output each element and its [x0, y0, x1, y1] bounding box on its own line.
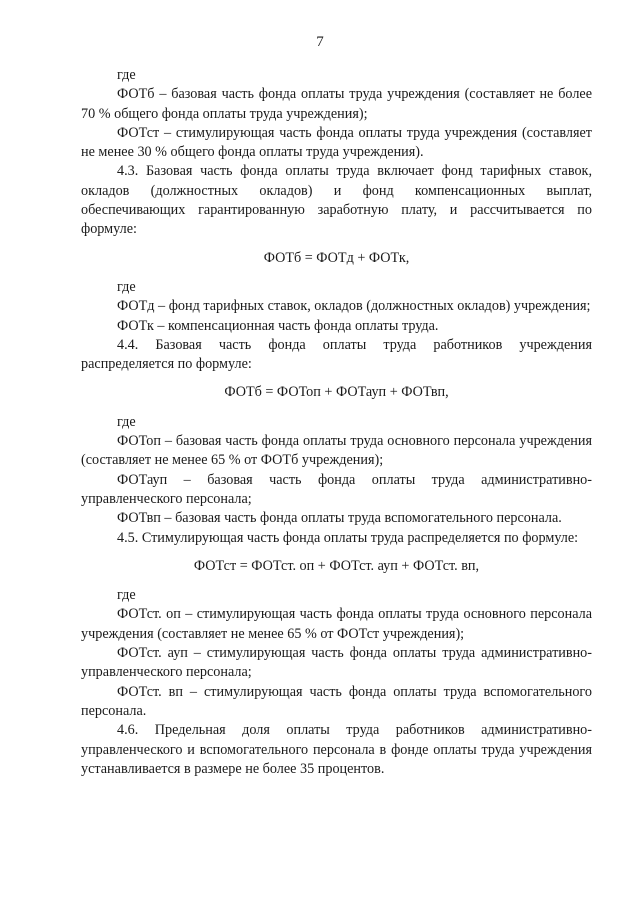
definition-fotst-op: ФОТст. оп – стимулирующая часть фонда оплаты труда основного персонала учреждения (составляет не менее 65 % от ФОТст учреждения); [81, 606, 592, 642]
where-label: где [117, 67, 136, 83]
definition-fotaup: ФОТауп – базовая часть фонда оплаты труда административно-управленческого персонала; [81, 471, 592, 507]
definition-fotst: ФОТст – стимулирующая часть фонда оплаты труда учреждения (составляет не менее 30 % общего фонда оплаты труда учреждения). [81, 124, 592, 161]
definition-fotk: ФОТк – компенсационная часть фонда оплаты труда. [117, 317, 439, 334]
definition-fotop: ФОТоп – базовая часть фонда оплаты труда основного персонала учреждения (составляет не менее 65 % от ФОТб учреждения); [81, 433, 592, 469]
formula-base-distribution: ФОТб = ФОТоп + ФОТауп + ФОТвп, [224, 384, 449, 401]
clause-4-5: 4.5. Стимулирующая часть фонда оплаты труда распределяется по формуле: [117, 529, 579, 546]
clause-4-4: 4.4. Базовая часть фонда оплаты труда работников учреждения распределяется по формуле: [81, 336, 592, 373]
page-number: 7 [316, 34, 324, 50]
where-label: где [117, 587, 136, 604]
where-label: где [117, 413, 136, 430]
formula-base-fund: ФОТб = ФОТд + ФОТк, [263, 249, 410, 266]
definition-fotvp: ФОТвп – базовая часть фонда оплаты труда вспомогательного персонала. [117, 510, 562, 527]
definition-fotst-vp: ФОТст. вп – стимулирующая часть фонда оплаты труда вспомогательного персонала. [81, 683, 592, 719]
clause-4-6: 4.6. Предельная доля оплаты труда работников административно-управленческого и вспомогательного персонала в фонде оплаты труда учреждения устанавливается в размере не более 35 процентов. [81, 722, 592, 777]
clause-4-3: 4.3. Базовая часть фонда оплаты труда включает фонд тарифных ставок, окладов (должностных окладов) и фонд компенсационных выплат, обеспечивающих гарантированную заработную плату, и рассчитывается по формуле: [81, 163, 592, 238]
definition-fotd: ФОТд – фонд тарифных ставок, окладов (должностных окладов) учреждения; [117, 298, 591, 315]
document-body [81, 66, 592, 779]
definition-fotb: ФОТб – базовая часть фонда оплаты труда учреждения (составляет не более 70 % общего фонда оплаты труда учреждения); [81, 86, 592, 122]
definition-fotst-aup: ФОТст. ауп – стимулирующая часть фонда оплаты труда административно-управленческого персонала; [81, 645, 592, 681]
formula-incentive-distribution: ФОТст = ФОТст. оп + ФОТст. ауп + ФОТст. вп, [193, 557, 480, 574]
where-label: где [117, 278, 136, 295]
